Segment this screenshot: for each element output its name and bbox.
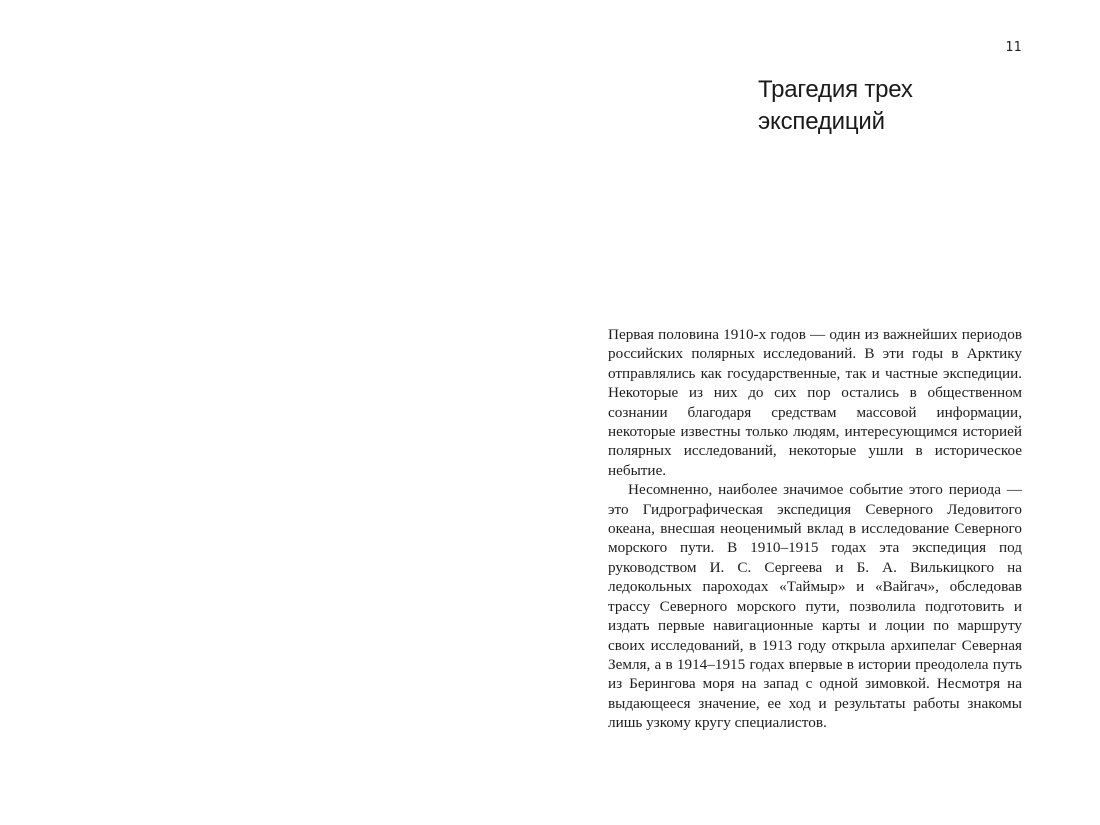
paragraph-1: Первая половина 1910-х годов — один из важнейших периодов российских полярных исследований. В эти годы в Арктику отправлялись как государственные, так и частные экспедиции. Некоторые из них до сих пор остались в общественном сознании благодаря средствам массовой информации, некоторые известны только людям, интересующимся историей полярных исследований, некоторые ушли в историческое небытие. [608,326,1022,479]
chapter-title-line-1: Трагедия трех [758,76,913,103]
page-number: 11 [1005,40,1022,55]
chapter-title [758,74,1058,138]
paragraph-2: Несомненно, наиболее значимое событие этого периода — это Гидрографическая экспедиция Северного Ледовитого океана, внесшая неоценимый вклад в исследование Северного морского пути. В 1910–1915 годах эта экспедиция под руководством И. С. Сергеева и Б. А. Вилькицкого на ледокольных пароходах «Таймыр» и «Вайгач», обследовав трассу Северного морского пути, позволила подготовить и издать первые навигационные карты и лоции по маршруту своих исследований, в 1913 году открыла архипелаг Северная Земля, а в 1914–1915 годах впервые в истории преодолела путь из Берингова моря на запад с одной зимовкой. Несмотря на выдающееся значение, ее ход и результаты работы знакомы лишь узкому кругу специалистов. [608,481,1022,732]
body-text [608,325,1022,733]
chapter-title-line-2: экспедиций [758,108,885,135]
